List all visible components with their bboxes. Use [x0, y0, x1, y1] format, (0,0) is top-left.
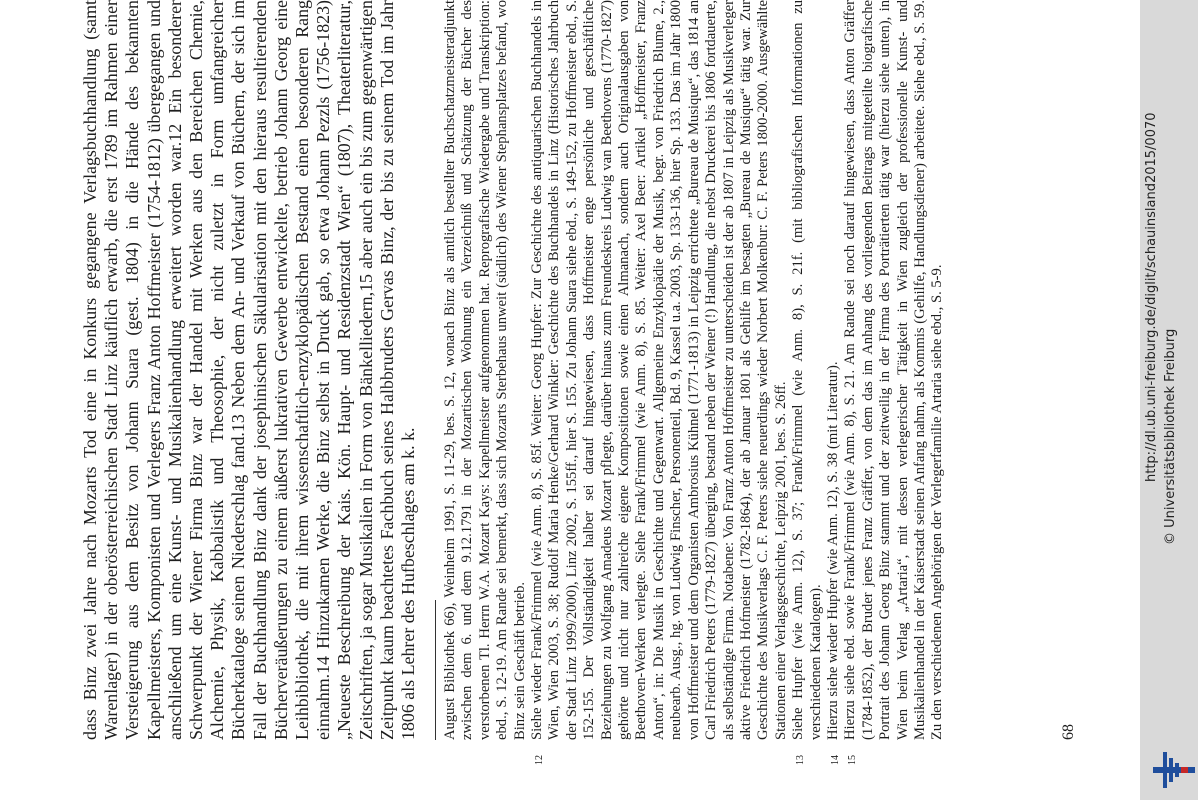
footnote-14 — [824, 0, 842, 765]
copyright-notice: © Universitätsbibliothek Freiburg — [1163, 328, 1178, 545]
footnote-text: Siehe wieder Frank/Frimmel (wie Anm. 8), S. 85f. Weiter: Georg Hupfer: Zur Geschichte des antiquarischen Buchhandels in Wien, Wien 2003, S. 38; Rudolf Maria Henke/Gerhard Winkler: Geschichte des Buchhandels in Linz (Historisches Jahrbuch der Stadt Linz 1999/2000), Linz 2002, S. 155ff., hier S. 155. Zu Johann Suara siehe ebd., S. 149-152, zu Hoffmeister ebd., S. 152-155. Der Vollständigkeit halber sei darauf hingewiesen, dass Hoffmeister enge persönliche und geschäftliche Beziehungen zu Wolfgang Amadeus Mozart pflegte, darüber hinaus zum Freundeskreis Ludwig van Beethovens (1770-1827) gehörte und nicht nur zahlreiche eigene Kompositionen sowie einen Almanach, sondern auch Originalausgaben von Beethoven-Werken verlegte. Siehe Frank/Frimmel (wie Anm. 8), S. 85. Weiter: Axel Beer: Artikel „Hoffmeister, Franz Anton“, in: Die Musik in Geschichte und Gegenwart. Allgemeine Enzyklopädie der Musik, begr. von Friedrich Blume, 2., neubearb. Ausg., hg. von Ludwig Finscher, Personenteil, Bd. 9, Kassel u.a. 2003, Sp. 133-136, hier Sp. 133. Das im Jahr 1800 von Hoffmeister und dem Organisten Ambrosius Kühnel (1771-1813) in Leipzig errichtete „Bureau de Musique“, das 1814 an Carl Friedrich Peters (1779-1827) überging, bestand neben der Wiener (!) Handlung, die nebst Druckerei bis 1806 fortdauerte, als selbständige Firma. Notabene: Von Franz Anton Hoffmeister zu unterscheiden ist der ab 1807 in Leipzig als Musikverleger aktive Friedrich Hofmeister (1782-1864), der ab Januar 1801 als Gehilfe im besagten „Bureau de Musique“ tätig war. Zur Geschichte des Musikverlags C. F. Peters siehe neuerdings wieder Norbert Molkenbur: C. F. Peters 1800-2000. Ausgewählte Stationen einer Verlagsgeschichte, Leipzig 2001, bes. S. 26ff. — [529, 0, 789, 740]
footnote-number: 12 — [534, 755, 546, 765]
footnote-text: Hierzu siehe ebd. sowie Frank/Frimmel (wie Anm. 8), S. 21. Am Rande sei noch darauf hingewiesen, dass Anton Gräffer (1784-1852), der Bruder jenes Franz Gräffer, von dem das im Anhang des vorliegenden Beitrags mitgeteilte biografische Portrait des Johann Georg Binz stammt und der zeitweilig in der Firma des Porträtierten tätig war (hierzu siehe unten), in Wien beim Verlag „Artaria“, mit dessen verlegerischer Tätigkeit in Wien zugleich der professionelle Kunst- und Musikalienhandel in der Kaiserstadt seinen Anfang nahm, als Kommis (Gehilfe, Handlungsdiener) arbeitete. Siehe ebd., S. 59. Zu den verschiedenen Angehörigen der Verlegerfamilie Artaria siehe ebd., S. 5-9. — [842, 0, 946, 740]
source-url-link[interactable]: http://dl.ub.uni-freiburg.de/diglit/schauinsland2015/0070 — [1144, 112, 1159, 482]
footnote-12 — [529, 0, 790, 765]
footnote-13 — [790, 0, 825, 765]
footnote-separator — [435, 600, 436, 740]
ub-freiburg-logo-icon — [1153, 748, 1195, 792]
footnote-number: 15 — [847, 755, 859, 765]
library-sidebar — [1140, 0, 1198, 800]
main-text — [80, 0, 419, 740]
rotated-page-content — [80, 0, 1200, 765]
footnote-number: 14 — [829, 755, 841, 765]
footnote-text: August Bibliothek 66), Weinheim 1991, S. 11-29, bes. S. 12, wonach Binz als amtlich bestellter Buchschatzmeisteradjunkt zwischen dem 6. und dem 9.12.1791 in der Mozartischen Wohnung ein Verzeichniß und Schätzung der Bücher des verstorbenen Tl. Herrn W.A. Mozart Kays: Kapellmeister aufgenommen hat. Reprografische Wiedergabe und Transkription: ebd., S. 12-19. Am Rande sei bemerkt, dass sich Mozarts Sterbehaus unweit (südlich) des Wiener Stephansplatzes befand, wo Binz sein Geschäft betrieb. — [442, 0, 528, 740]
footnote-11-continued — [442, 0, 529, 740]
footnote-number: 13 — [795, 755, 807, 765]
footnote-text: Hierzu siehe wieder Hupfer (wie Anm. 12), S. 38 (mit Literatur). — [824, 361, 841, 740]
footnotes — [442, 0, 947, 765]
page-number: 68 — [1060, 724, 1077, 740]
footnote-15 — [842, 0, 946, 765]
main-paragraph: dass Binz zwei Jahre nach Mozarts Tod eine in Konkurs gegangene Verlagsbuchhandlung (samt Warenlager) in der oberösterreichischen Stadt Linz käuflich erwarb, die erst 1789 im Rahmen einer Versteigerung aus dem Besitz von Johann Suara (gest. 1804) in die Hände des bekannten Kapellmeisters, Komponisten und Verlegers Franz Anton Hoffmeister (1754-1812) übergegangen und anschließend um eine Kunst- und Musikalienhandlung erweitert worden war.12 Ein besonderer Schwerpunkt der Wiener Firma Binz war der Handel mit Werken aus den Bereichen Chemie, Alchemie, Physik, Kabbalistik und Theosophie, der nicht zuletzt in Form umfangreicher Bücherkataloge seinen Niederschlag fand.13 Neben dem An- und Verkauf von Büchern, der sich im Fall der Buchhandlung Binz dank der josephinischen Säkularisation mit den hieraus resultierenden Bücherveräußerungen zu einem äußerst lukrativen Gewerbe entwickelte, betrieb Johann Georg eine Leihbibliothek, die mit ihrem wissenschaftlich-enzyklopädischen Bestand einen besonderen Rang einnahm.14 Hinzukamen Werke, die Binz selbst in Druck gab, so etwa Johann Pezzls (1756-1823) „Neueste Beschreibung der Kais. Kön. Haupt- und Residenzstadt Wien“ (1807), Theaterliteratur, Zeitschriften, ja sogar Musikalien in Form von Bänkelliedern,15 aber auch ein bis zum gegenwärtigen Zeitpunkt kaum beachtetes Fachbuch seines Halbbruders Gervas Binz, der bis zu seinem Tod im Jahr 1806 als Lehrer des Hufbeschlages am k. k. — [80, 0, 419, 740]
footnote-text: Siehe Hupfer (wie Anm. 12), S. 37; Frank/Frimmel (wie Anm. 8), S. 21f. (mit bibliografischen Informationen zu verschiedenen Katalogen). — [790, 0, 824, 740]
